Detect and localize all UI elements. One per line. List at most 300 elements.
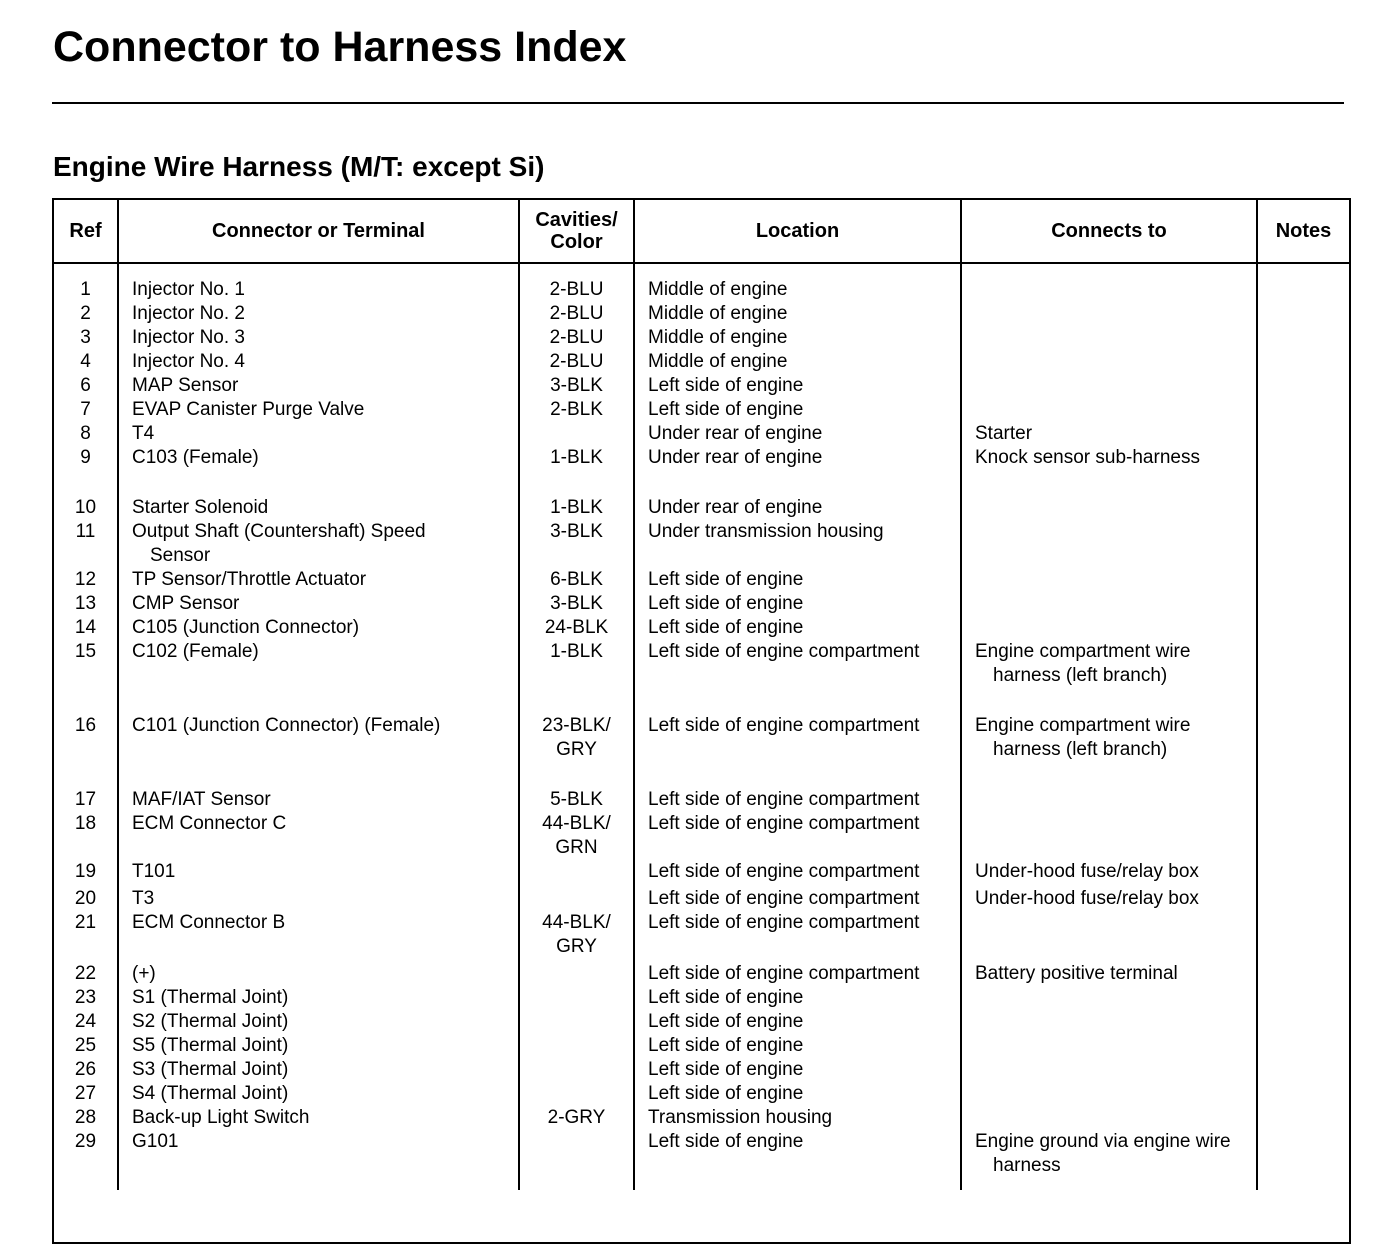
table-row <box>54 1130 1349 1178</box>
cell-notes <box>1257 398 1349 422</box>
cell-notes <box>1257 326 1349 350</box>
connects-to-text: Engine ground via engine wire <box>975 1131 1231 1152</box>
connects-to-cont: harness (left branch) <box>993 739 1168 760</box>
table-row <box>54 398 1349 422</box>
ref-number: 24 <box>74 1011 97 1032</box>
cell-cavities <box>519 326 634 350</box>
connector-name: S1 (Thermal Joint) <box>132 987 289 1008</box>
cavities-color: 2-BLK <box>550 399 603 420</box>
cell-connector <box>118 714 519 788</box>
connects-to-cont: harness (left branch) <box>993 665 1168 686</box>
cell-cavities <box>519 1106 634 1130</box>
cell-location <box>634 962 961 986</box>
connector-name: T4 <box>132 423 155 444</box>
cell-connects-to <box>961 496 1257 520</box>
ref-number: 26 <box>74 1059 97 1080</box>
cell-location <box>634 640 961 714</box>
cell-notes <box>1257 1130 1349 1178</box>
cavities-color: 2-BLU <box>549 279 604 300</box>
cell-location <box>634 812 961 860</box>
cell-connects-to <box>961 446 1257 496</box>
cell-connector <box>118 640 519 714</box>
cell-notes <box>1257 911 1349 962</box>
cell-ref <box>54 398 118 422</box>
ref-number: 10 <box>74 497 97 518</box>
cell-connector <box>118 1034 519 1058</box>
table-row <box>54 350 1349 374</box>
ref-number: 4 <box>80 351 91 372</box>
table-row <box>54 520 1349 568</box>
cell-cavities <box>519 496 634 520</box>
cell-connector <box>118 887 519 911</box>
table-row <box>54 788 1349 812</box>
cell-cavities <box>519 568 634 592</box>
cell-location <box>634 398 961 422</box>
cell-cavities <box>519 1082 634 1106</box>
cavities-color: 23-BLK/ <box>542 715 611 736</box>
cell-notes <box>1257 887 1349 911</box>
cell-ref <box>54 568 118 592</box>
ref-number: 14 <box>74 617 97 638</box>
section-title: Engine Wire Harness (M/T: except Si) <box>53 151 545 182</box>
cell-location <box>634 887 961 911</box>
ref-number: 12 <box>74 569 97 590</box>
cell-connects-to <box>961 520 1257 568</box>
connector-name: Injector No. 4 <box>132 351 245 372</box>
location-text: Left side of engine <box>648 593 804 614</box>
cell-ref <box>54 350 118 374</box>
cell-ref <box>54 860 118 887</box>
cell-ref <box>54 911 118 962</box>
cell-cavities <box>519 398 634 422</box>
cell-notes <box>1257 422 1349 446</box>
cell-location <box>634 911 961 962</box>
cell-connects-to <box>961 714 1257 788</box>
col-header-connects-to: Connects to <box>961 200 1257 263</box>
cavities-color-cont: GRN <box>555 837 598 858</box>
table-row <box>54 1106 1349 1130</box>
cell-cavities <box>519 592 634 616</box>
cell-ref <box>54 374 118 398</box>
cavities-color: 3-BLK <box>550 593 603 614</box>
cavities-color: 3-BLK <box>550 375 603 396</box>
table-row <box>54 1034 1349 1058</box>
cell-cavities <box>519 446 634 496</box>
location-text: Middle of engine <box>648 351 788 372</box>
location-text: Middle of engine <box>648 303 788 324</box>
ref-number: 27 <box>74 1083 97 1104</box>
connects-to-text: Under-hood fuse/relay box <box>975 861 1199 882</box>
cell-location <box>634 860 961 887</box>
cell-notes <box>1257 616 1349 640</box>
cell-location <box>634 422 961 446</box>
cell-ref <box>54 1082 118 1106</box>
cell-connects-to <box>961 911 1257 962</box>
location-text: Left side of engine <box>648 1059 804 1080</box>
cavities-color: 5-BLK <box>550 789 603 810</box>
cell-location <box>634 520 961 568</box>
cell-connector <box>118 568 519 592</box>
cavities-color: 44-BLK/ <box>542 813 611 834</box>
location-text: Middle of engine <box>648 327 788 348</box>
cell-location <box>634 616 961 640</box>
cell-ref <box>54 788 118 812</box>
col-header-cavities-line2: Color <box>550 231 603 253</box>
table-row <box>54 640 1349 714</box>
connector-name-cont: Sensor <box>150 545 211 566</box>
cell-connects-to <box>961 398 1257 422</box>
connects-to-text: Starter <box>975 423 1033 444</box>
cell-ref <box>54 446 118 496</box>
cavities-color: 6-BLK <box>550 569 603 590</box>
cell-connector <box>118 1106 519 1130</box>
cell-ref <box>54 422 118 446</box>
cell-notes <box>1257 640 1349 714</box>
connector-name: EVAP Canister Purge Valve <box>132 399 365 420</box>
cell-cavities <box>519 350 634 374</box>
connects-to-text: Engine compartment wire <box>975 641 1191 662</box>
cell-connector <box>118 520 519 568</box>
cell-notes <box>1257 962 1349 986</box>
table-bottom-spacer <box>54 1178 1349 1190</box>
cell-location <box>634 374 961 398</box>
connector-name: Injector No. 3 <box>132 327 245 348</box>
ref-number: 20 <box>74 888 97 909</box>
location-text: Left side of engine <box>648 1011 804 1032</box>
connects-to-text: Under-hood fuse/relay box <box>975 888 1199 909</box>
ref-number: 11 <box>75 521 96 542</box>
cell-location <box>634 714 961 788</box>
cell-notes <box>1257 1106 1349 1130</box>
cell-notes <box>1257 592 1349 616</box>
cell-ref <box>54 812 118 860</box>
cell-notes <box>1257 1010 1349 1034</box>
title-divider <box>52 102 1344 104</box>
cell-connects-to <box>961 962 1257 986</box>
harness-table <box>54 200 1349 1190</box>
connects-to-text: Knock sensor sub-harness <box>975 447 1200 468</box>
cell-connector <box>118 350 519 374</box>
cell-connects-to <box>961 986 1257 1010</box>
cavities-color: 2-BLU <box>549 303 604 324</box>
location-text: Left side of engine <box>648 1131 804 1152</box>
cell-cavities <box>519 1058 634 1082</box>
connects-to-cont: harness <box>993 1155 1061 1176</box>
cavities-color: 3-BLK <box>550 521 603 542</box>
location-text: Under transmission housing <box>648 521 884 542</box>
cell-ref <box>54 887 118 911</box>
cell-location <box>634 592 961 616</box>
cell-connector <box>118 616 519 640</box>
cell-connects-to <box>961 326 1257 350</box>
connector-name: ECM Connector C <box>132 813 287 834</box>
cell-connects-to <box>961 422 1257 446</box>
cell-connects-to <box>961 1106 1257 1130</box>
cell-connects-to <box>961 278 1257 302</box>
table-row <box>54 446 1349 496</box>
table-row <box>54 1058 1349 1082</box>
cavities-color-cont: GRY <box>556 739 597 760</box>
connector-name: Injector No. 2 <box>132 303 245 324</box>
connects-to-text: Engine compartment wire <box>975 715 1191 736</box>
table-row <box>54 962 1349 986</box>
cell-connector <box>118 911 519 962</box>
cell-ref <box>54 714 118 788</box>
cell-cavities <box>519 812 634 860</box>
location-text: Left side of engine <box>648 1083 804 1104</box>
table-top-spacer <box>54 263 1349 278</box>
connector-name: TP Sensor/Throttle Actuator <box>132 569 367 590</box>
cell-ref <box>54 986 118 1010</box>
cell-connector <box>118 302 519 326</box>
connector-name: S5 (Thermal Joint) <box>132 1035 289 1056</box>
cell-connector <box>118 962 519 986</box>
page-title: Connector to Harness Index <box>53 23 627 71</box>
cell-notes <box>1257 1058 1349 1082</box>
location-text: Left side of engine compartment <box>648 963 920 984</box>
cell-connects-to <box>961 860 1257 887</box>
cell-location <box>634 326 961 350</box>
cell-connects-to <box>961 640 1257 714</box>
table-row <box>54 812 1349 860</box>
cell-cavities <box>519 422 634 446</box>
table-row <box>54 616 1349 640</box>
ref-number: 3 <box>80 327 91 348</box>
cell-cavities <box>519 986 634 1010</box>
cell-cavities <box>519 520 634 568</box>
location-text: Left side of engine <box>648 375 804 396</box>
cavities-color: 2-BLU <box>549 327 604 348</box>
cell-cavities <box>519 887 634 911</box>
cell-cavities <box>519 860 634 887</box>
connects-to-text: Battery positive terminal <box>975 963 1178 984</box>
cell-cavities <box>519 374 634 398</box>
cell-ref <box>54 326 118 350</box>
cell-cavities <box>519 616 634 640</box>
col-header-ref: Ref <box>54 200 118 263</box>
cell-notes <box>1257 568 1349 592</box>
ref-number: 22 <box>74 963 97 984</box>
cell-notes <box>1257 302 1349 326</box>
connector-name: G101 <box>132 1131 179 1152</box>
cavities-color-cont: GRY <box>556 936 597 957</box>
ref-number: 28 <box>74 1107 97 1128</box>
cell-cavities <box>519 640 634 714</box>
ref-number: 13 <box>74 593 97 614</box>
table-row <box>54 1082 1349 1106</box>
cell-ref <box>54 616 118 640</box>
cell-ref <box>54 278 118 302</box>
ref-number: 17 <box>74 789 97 810</box>
cell-cavities <box>519 1034 634 1058</box>
col-header-location: Location <box>634 200 961 263</box>
ref-number: 2 <box>80 303 91 324</box>
cell-connects-to <box>961 1010 1257 1034</box>
cell-connects-to <box>961 812 1257 860</box>
cell-notes <box>1257 350 1349 374</box>
connector-name: C103 (Female) <box>132 447 259 468</box>
cell-ref <box>54 640 118 714</box>
cell-ref <box>54 1058 118 1082</box>
connector-name: S4 (Thermal Joint) <box>132 1083 289 1104</box>
cell-notes <box>1257 520 1349 568</box>
connector-name: CMP Sensor <box>132 593 240 614</box>
cell-cavities <box>519 962 634 986</box>
cell-connector <box>118 446 519 496</box>
cell-connects-to <box>961 302 1257 326</box>
connector-name: T101 <box>132 861 176 882</box>
cell-connector <box>118 1130 519 1178</box>
cell-connector <box>118 496 519 520</box>
table-row <box>54 592 1349 616</box>
connector-name: C101 (Junction Connector) (Female) <box>132 715 441 736</box>
connector-name: Injector No. 1 <box>132 279 245 300</box>
location-text: Left side of engine compartment <box>648 813 920 834</box>
table-row <box>54 1010 1349 1034</box>
table-row <box>54 278 1349 302</box>
cell-ref <box>54 962 118 986</box>
cell-notes <box>1257 812 1349 860</box>
cell-location <box>634 1106 961 1130</box>
location-text: Under rear of engine <box>648 447 823 468</box>
table-row <box>54 496 1349 520</box>
cell-notes <box>1257 278 1349 302</box>
location-text: Left side of engine <box>648 617 804 638</box>
table-row <box>54 568 1349 592</box>
ref-number: 25 <box>74 1035 97 1056</box>
table-row <box>54 374 1349 398</box>
cell-connector <box>118 788 519 812</box>
cavities-color: 44-BLK/ <box>542 912 611 933</box>
table-row <box>54 422 1349 446</box>
cell-ref <box>54 302 118 326</box>
location-text: Left side of engine compartment <box>648 888 920 909</box>
cell-location <box>634 496 961 520</box>
cell-connects-to <box>961 1130 1257 1178</box>
cell-connector <box>118 986 519 1010</box>
cell-cavities <box>519 302 634 326</box>
cell-connector <box>118 812 519 860</box>
cell-location <box>634 1010 961 1034</box>
cavities-color: 24-BLK <box>544 617 609 638</box>
table-header-row <box>54 200 1349 263</box>
cell-notes <box>1257 1082 1349 1106</box>
cell-connects-to <box>961 788 1257 812</box>
connector-name: Starter Solenoid <box>132 497 269 518</box>
table-row <box>54 302 1349 326</box>
cell-location <box>634 278 961 302</box>
ref-number: 18 <box>74 813 97 834</box>
location-text: Under rear of engine <box>648 497 823 518</box>
location-text: Left side of engine compartment <box>648 789 920 810</box>
cell-location <box>634 446 961 496</box>
location-text: Left side of engine <box>648 399 804 420</box>
location-text: Left side of engine compartment <box>648 715 920 736</box>
connector-name: (+) <box>132 963 156 984</box>
cell-location <box>634 350 961 374</box>
location-text: Left side of engine compartment <box>648 861 920 882</box>
ref-number: 9 <box>80 447 91 468</box>
cell-connects-to <box>961 887 1257 911</box>
cell-cavities <box>519 278 634 302</box>
ref-number: 6 <box>80 375 91 396</box>
connector-name: MAP Sensor <box>132 375 239 396</box>
ref-number: 19 <box>74 861 97 882</box>
col-header-connector: Connector or Terminal <box>118 200 519 263</box>
cavities-color: 1-BLK <box>550 497 603 518</box>
cell-connector <box>118 1082 519 1106</box>
cell-connects-to <box>961 1034 1257 1058</box>
cell-connector <box>118 278 519 302</box>
connector-name: C105 (Junction Connector) <box>132 617 360 638</box>
cell-notes <box>1257 986 1349 1010</box>
location-text: Left side of engine <box>648 987 804 1008</box>
table-row <box>54 911 1349 962</box>
cell-location <box>634 1058 961 1082</box>
cell-cavities <box>519 788 634 812</box>
table-row <box>54 714 1349 788</box>
connector-name: C102 (Female) <box>132 641 259 662</box>
cell-connector <box>118 860 519 887</box>
location-text: Left side of engine compartment <box>648 641 920 662</box>
connector-name: T3 <box>132 888 155 909</box>
ref-number: 8 <box>80 423 91 444</box>
location-text: Transmission housing <box>648 1107 833 1128</box>
cell-connector <box>118 1058 519 1082</box>
cavities-color: 2-BLU <box>549 351 604 372</box>
cell-cavities <box>519 1010 634 1034</box>
ref-number: 7 <box>80 399 91 420</box>
cell-cavities <box>519 1130 634 1178</box>
ref-number: 21 <box>74 912 97 933</box>
cell-connector <box>118 592 519 616</box>
cavities-color: 1-BLK <box>550 447 603 468</box>
cell-notes <box>1257 374 1349 398</box>
cell-connects-to <box>961 592 1257 616</box>
connector-name: S2 (Thermal Joint) <box>132 1011 289 1032</box>
table-row <box>54 860 1349 887</box>
location-text: Left side of engine <box>648 1035 804 1056</box>
cavities-color: 2-GRY <box>547 1107 606 1128</box>
cell-location <box>634 302 961 326</box>
cell-cavities <box>519 714 634 788</box>
connector-name: S3 (Thermal Joint) <box>132 1059 289 1080</box>
col-header-cavities-line1: Cavities/ <box>535 209 618 231</box>
cell-location <box>634 986 961 1010</box>
cell-connects-to <box>961 374 1257 398</box>
cell-location <box>634 1082 961 1106</box>
cell-connector <box>118 326 519 350</box>
cell-ref <box>54 1034 118 1058</box>
cell-location <box>634 1130 961 1178</box>
cell-connects-to <box>961 616 1257 640</box>
cell-ref <box>54 496 118 520</box>
ref-number: 23 <box>74 987 97 1008</box>
cell-ref <box>54 1130 118 1178</box>
cell-notes <box>1257 1034 1349 1058</box>
ref-number: 16 <box>74 715 97 736</box>
table-row <box>54 887 1349 911</box>
cell-location <box>634 1034 961 1058</box>
cell-connector <box>118 398 519 422</box>
cell-location <box>634 788 961 812</box>
connector-name: ECM Connector B <box>132 912 286 933</box>
cell-location <box>634 568 961 592</box>
cell-connects-to <box>961 1058 1257 1082</box>
cell-notes <box>1257 860 1349 887</box>
cell-notes <box>1257 714 1349 788</box>
col-header-notes: Notes <box>1257 200 1349 263</box>
